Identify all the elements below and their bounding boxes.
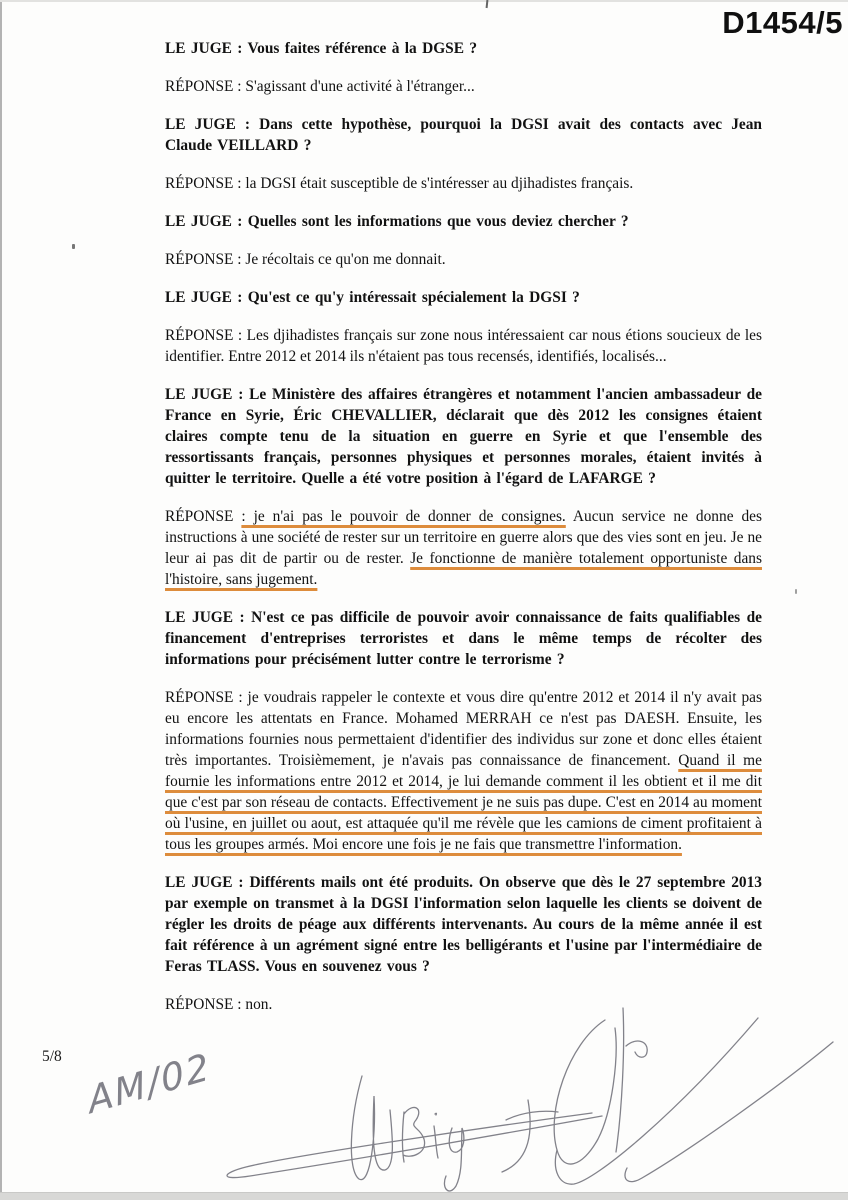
text-run: RÉPONSE : non. — [165, 996, 273, 1013]
text-run: RÉPONSE — [165, 508, 242, 525]
text-run: LE JUGE : Le Ministère des affaires étrangères et notamment l'ancien ambassadeur de France en Syrie, Éric CHEVALLIER, déclarait que dès 2012 les consignes étaient claires compte tenu de la situation en guerre en Syrie et que l'ensemble des ressortissants français, personnes physiques et personnes morales, étaient invités à quitter le territoire. Quelle a été votre position à l'égard de LAFARGE ? — [165, 386, 762, 487]
text-run: RÉPONSE : S'agissant d'une activité à l'étranger... — [165, 78, 475, 95]
paragraph-reponse-contexte — [165, 687, 762, 855]
text-run: LE JUGE : N'est ce pas difficile de pouvoir avoir connaissance de faits qualifiables de financement d'entreprises terroristes et dans le même temps de récolter des informations pour précisément lutter contre le terrorisme ? — [165, 609, 762, 668]
text-run: RÉPONSE : Les djihadistes français sur zone nous intéressaient car nous étions soucieux de les identifier. Entre 2012 et 2014 ils n'étaient pas tous recensés, identifiés, localisés... — [165, 327, 762, 365]
paragraph-reponse-etranger — [165, 76, 762, 97]
text-run: LE JUGE : Vous faites référence à la DGSE ? — [165, 40, 478, 57]
signature-center-icon — [227, 1076, 602, 1191]
scan-edge-left — [0, 0, 2, 1200]
document-reference: D1454/5 — [722, 5, 843, 40]
transcript — [165, 38, 762, 1032]
paragraph-question-informations — [165, 211, 762, 232]
text-run: LE JUGE : Qu'est ce qu'y intéressait spécialement la DGSI ? — [165, 289, 580, 306]
text-run: LE JUGE : Différents mails ont été produits. On observe que dès le 27 septembre 2013 par exemple on transmet à la DGSI l'information selon laquelle les clients se doivent de régler les droits de péage aux différents intervenants. Au cours de la même année il est fait référence à un agrément signé entre les belligérants et l'usine par l'intermédiaire de Feras TLASS. Vous en souvenez vous ? — [165, 874, 762, 975]
paragraph-question-dgsi-veillard — [165, 114, 762, 156]
paragraph-reponse-recoltais — [165, 249, 762, 270]
text-run: RÉPONSE : la DGSI était susceptible de s'intéresser au djihadistes français. — [165, 175, 634, 192]
handwritten-note: AM/02 — [84, 1044, 215, 1123]
scan-artifact-tick — [486, 0, 489, 8]
paragraph-reponse-djihadistes-zone — [165, 325, 762, 367]
underlined-passage: Quand il me fournie les informations entre 2012 et 2014, je lui demande comment il les obtient et il me dit que c'est par son réseau de contacts. Effectivement je ne suis pas dupe. C'est en 2014 au moment où l'usine, en juillet ou aout, est attaquée qu'il me révèle que les camions de ciment profitaient à tous les groupes armés. Moi encore une fois je ne fais que transmettre l'information. — [165, 752, 762, 853]
scan-speck — [72, 244, 75, 249]
paragraph-question-ministere — [165, 384, 762, 489]
text-run: LE JUGE : Dans cette hypothèse, pourquoi la DGSI avait des contacts avec Jean Claude VEILLARD ? — [165, 116, 762, 154]
page-number: 5/8 — [42, 1048, 62, 1065]
signature-right-icon — [554, 1008, 833, 1184]
text-run: RÉPONSE : Je récoltais ce qu'on me donnait. — [165, 251, 446, 268]
paragraph-question-dgse — [165, 38, 762, 59]
paragraph-reponse-consignes — [165, 506, 762, 590]
underlined-passage: Je fonctionne de manière totalement opportuniste dans l'histoire, sans jugement. — [165, 550, 762, 588]
scan-edge-top — [0, 0, 848, 2]
signatures-area — [150, 1000, 848, 1200]
text-run: LE JUGE : Quelles sont les informations que vous deviez chercher ? — [165, 213, 629, 230]
paragraph-question-financement — [165, 607, 762, 670]
text-run: Aucun service ne donne des instructions à une société de rester sur un territoire en guerre alors que des vies sont en jeu. Je ne leur ai pas dit de partir ou de rester. — [165, 508, 762, 567]
text-run: RÉPONSE : je voudrais rappeler le contexte et vous dire qu'entre 2012 et 2014 il n'y avait pas eu encore les attentats en France. Mohamed MERRAH ce n'est pas DAESH. Ensuite, les informations fournies nous permettaient d'identifier des individus sur zone et donc elles étaient très importantes. Troisièmement, je n'avais pas connaissance de financement. — [165, 689, 762, 769]
paragraph-question-mails — [165, 872, 762, 977]
scan-speck — [795, 589, 797, 594]
underlined-passage: : je n'ai pas le pouvoir de donner de consignes. — [241, 508, 566, 525]
paragraph-reponse-dgsi-djihadistes — [165, 173, 762, 194]
paragraph-question-interet-dgsi — [165, 287, 762, 308]
